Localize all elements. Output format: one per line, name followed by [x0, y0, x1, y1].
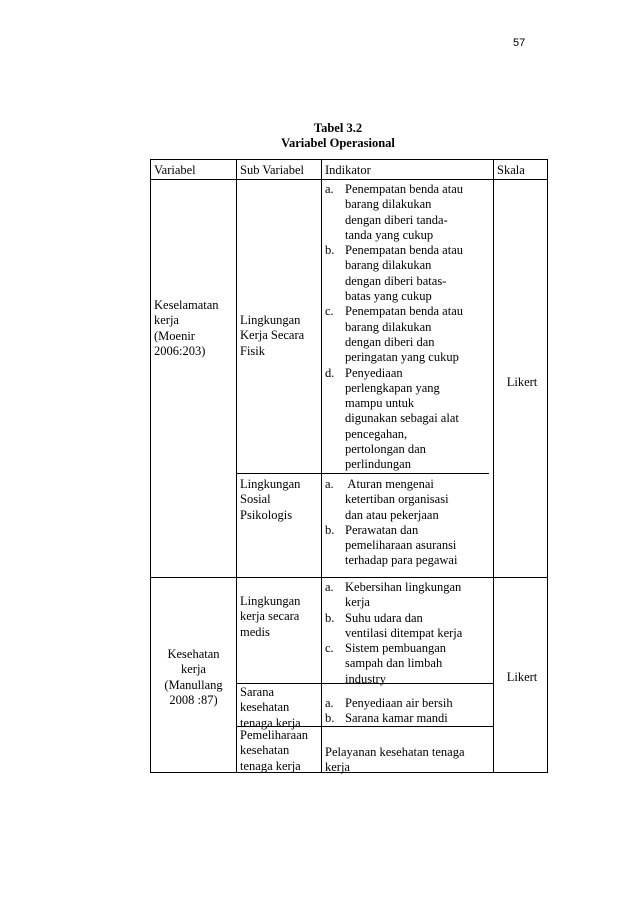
indikator-list-fisik	[325, 182, 463, 473]
indikator-list-medis	[325, 580, 462, 687]
indikator-item: c. Sistem pembuangan sampah dan limbah industry	[325, 641, 447, 686]
sub-lingkungan-kerja-medis: Lingkungan kerja secara medis	[240, 594, 301, 639]
indikator-item: d. Penyediaan perlengkapan yang mampu untuk digunakan sebagai alat pencegahan, pertolongan dan perlindungan	[325, 365, 459, 472]
col-divider-1	[236, 160, 237, 772]
skala-likert-1: Likert	[506, 375, 538, 389]
indikator-item: b. Perawatan dan pemeliharaan asuransi terhadap para pegawai	[325, 522, 458, 568]
sub-lingkungan-kerja-fisik: Lingkungan Kerja Secara Fisik	[240, 313, 305, 358]
col-divider-2	[321, 160, 322, 772]
indikator-item: c. Penempatan benda atau barang dilakukan dengan diberi dan peringatan yang cukup	[325, 304, 464, 365]
header-row-divider	[151, 179, 547, 180]
indikator-item: a. Penyediaan air bersih	[325, 696, 453, 710]
indikator-item: a. Aturan mengenai ketertiban organisasi dan atau pekerjaan	[325, 477, 449, 522]
row-divider	[151, 577, 547, 578]
sub-sarana-kesehatan: Sarana kesehatan tenaga kerja	[240, 685, 301, 730]
indikator-list-sarana	[325, 696, 453, 727]
header-sub-variabel: Sub Variabel	[240, 163, 304, 177]
header-indikator: Indikator	[325, 163, 371, 177]
sub-pemeliharaan-kesehatan: Pemeliharaan kesehatan tenaga kerja	[240, 728, 309, 773]
col-divider-3	[493, 160, 494, 772]
header-skala: Skala	[497, 163, 525, 177]
operational-variables-table	[150, 159, 548, 773]
variabel-kesehatan: Kesehatan kerja (Manullang 2008 :87)	[164, 647, 223, 707]
indikator-pelayanan-kesehatan: Pelayanan kesehatan tenaga kerja	[325, 745, 465, 775]
indikator-list-sosial	[325, 477, 457, 569]
indikator-item: b. Penempatan benda atau barang dilakukan dengan diberi batas- batas yang cukup	[325, 243, 464, 304]
page-number: 57	[513, 37, 526, 49]
indikator-item: a. Kebersihan lingkungan kerja	[325, 580, 462, 610]
indikator-item: b. Suhu udara dan ventilasi ditempat kerja	[325, 610, 463, 640]
skala-likert-2: Likert	[506, 670, 538, 684]
sub-divider-1	[236, 473, 489, 474]
table-title: Variabel Operasional	[281, 136, 395, 150]
sub-lingkungan-sosial-psikologis: Lingkungan Sosial Psikologis	[240, 477, 301, 522]
table-number: Tabel 3.2	[313, 121, 363, 135]
indikator-item: b. Sarana kamar mandi	[325, 711, 448, 726]
table-caption	[0, 121, 638, 151]
variabel-keselamatan: Keselamatan kerja (Moenir 2006:203)	[154, 298, 219, 358]
header-variabel: Variabel	[154, 163, 196, 177]
indikator-item: a. Penempatan benda atau barang dilakukan dengan diberi tanda- tanda yang cukup	[325, 182, 464, 242]
